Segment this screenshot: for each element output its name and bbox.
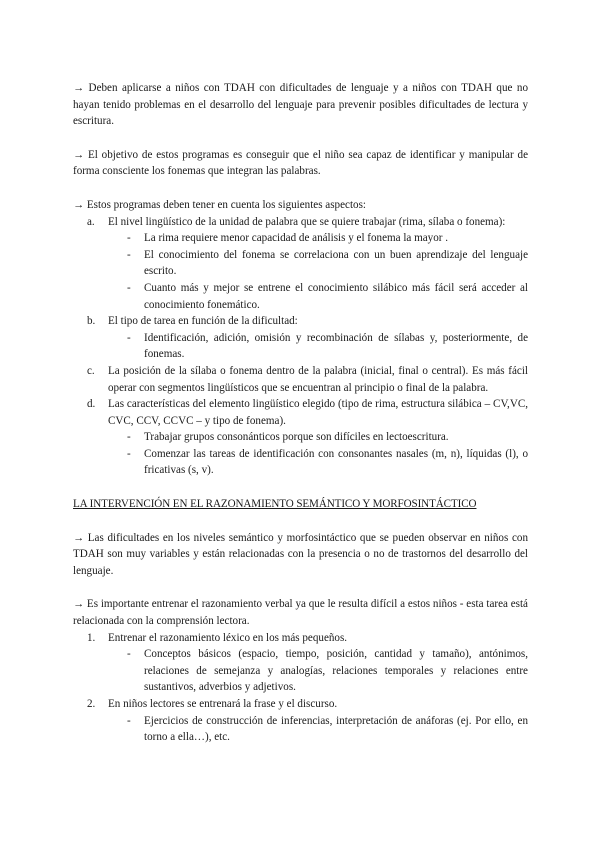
dash-bullet: - (127, 331, 131, 344)
aspect-item-d (73, 396, 528, 479)
aspect-text: La posición de la sílaba o fonema dentro de la palabra (inicial, final o central). Es más fácil operar con segmentos lingüísticos que se encuentran al principio o final de la palabra. (108, 364, 528, 394)
list-marker: d. (87, 398, 96, 411)
sub-item (108, 646, 528, 696)
aspect-item-c (73, 363, 528, 396)
sub-item-text: Identificación, adición, omisión y recombinación de sílabas y, posteriormente, de fonemas. (144, 331, 528, 361)
sub-item-text: Trabajar grupos consonánticos porque son difíciles en lectoescritura. (144, 431, 449, 444)
aspect-sublist (108, 429, 528, 479)
sub-item-text: Conceptos básicos (espacio, tiempo, posición, cantidad y tamaño), antónimos, relaciones de semejanza y analogías, relaciones temporales y relaciones entre sustantivos, adverbios y adjetivos. (144, 648, 528, 694)
paragraph-objective: → El objetivo de estos programas es conseguir que el niño sea capaz de identificar y manipular de forma consciente los fonemas que integran las palabras. (73, 148, 528, 178)
reasoning-text: En niños lectores se entrenará la frase y el discurso. (108, 698, 338, 710)
sub-item-text: La rima requiere menor capacidad de análisis y el fonema la mayor . (144, 232, 449, 245)
paragraph-application: → Deben aplicarse a niños con TDAH con dificultades de lenguaje y a niños con TDAH que no hayan tenido problemas en el desarrollo del lenguaje para prevenir posibles dificultades de lectura y escritura. (73, 82, 528, 128)
aspect-sublist (108, 330, 528, 363)
dash-bullet: - (127, 431, 131, 444)
sub-item-text: El conocimiento del fonema se correlaciona con un buen aprendizaje del lenguaje escrito. (144, 248, 528, 278)
reasoning-text: Entrenar el razonamiento léxico en los más pequeños. (108, 631, 348, 644)
paragraph-verbal-reasoning: → Es importante entrenar el razonamiento verbal ya que le resulta difícil a estos niños - esta tarea está relacionada con la comprensión lectora. (73, 598, 528, 628)
aspect-sublist (108, 230, 528, 313)
section-heading: LA INTERVENCIÓN EN EL RAZONAMIENTO SEMÁNTICO Y MORFOSINTÁCTICO (73, 498, 477, 511)
list-marker: a. (87, 215, 95, 228)
dash-bullet: - (127, 648, 131, 661)
sub-item (108, 330, 528, 363)
aspects-list-block (73, 214, 528, 480)
reasoning-item-1 (73, 630, 528, 696)
sub-item (108, 280, 528, 313)
dash-bullet: - (127, 248, 131, 261)
sub-item-text: Cuanto más y mejor se entrene el conocimiento silábico más fácil será acceder al conocimiento fonemático. (144, 281, 528, 311)
aspect-text: Las características del elemento lingüístico elegido (tipo de rima, estructura silábica – CV,VC, CVC, CCV, CCVC – y tipo de fonema). (108, 398, 528, 427)
reasoning-sublist (108, 713, 528, 746)
list-marker: 2. (87, 698, 96, 710)
sub-item (108, 713, 528, 746)
sub-item-text: Ejercicios de construcción de inferencias, interpretación de anáforas (ej. Por ello, en torno a ella…), etc. (144, 714, 528, 744)
list-marker: c. (87, 364, 95, 377)
sub-item (108, 247, 528, 280)
sub-item (108, 429, 528, 446)
dash-bullet: - (127, 232, 131, 245)
aspect-text: El tipo de tarea en función de la dificultad: (108, 315, 298, 328)
aspect-item-b (73, 313, 528, 363)
reasoning-sublist (108, 646, 528, 696)
aspect-item-a (73, 214, 528, 314)
aspects-list (73, 214, 528, 480)
sub-item-text: Comenzar las tareas de identificación con consonantes nasales (m, n), líquidas (l), o fricativas (s, v). (144, 447, 528, 477)
sub-item (108, 230, 528, 247)
dash-bullet: - (127, 714, 131, 727)
list-marker: b. (87, 315, 96, 328)
dash-bullet: - (127, 281, 131, 294)
sub-item (108, 446, 528, 479)
document-page (73, 80, 528, 746)
aspect-text: El nivel lingüístico de la unidad de palabra que se quiere trabajar (rima, sílaba o fonema): (108, 215, 506, 228)
list-marker: 1. (87, 631, 96, 644)
paragraph-aspects-intro: → Estos programas deben tener en cuenta los siguientes aspectos: (73, 198, 366, 211)
dash-bullet: - (127, 447, 131, 460)
reasoning-item-2 (73, 696, 528, 746)
paragraph-difficulties: → Las dificultades en los niveles semántico y morfosintáctico que se pueden observar en niños con TDAH son muy variables y están relacionadas con la presencia o no de trastornos del desarrollo del lenguaje. (73, 531, 528, 577)
reasoning-list (73, 630, 528, 746)
